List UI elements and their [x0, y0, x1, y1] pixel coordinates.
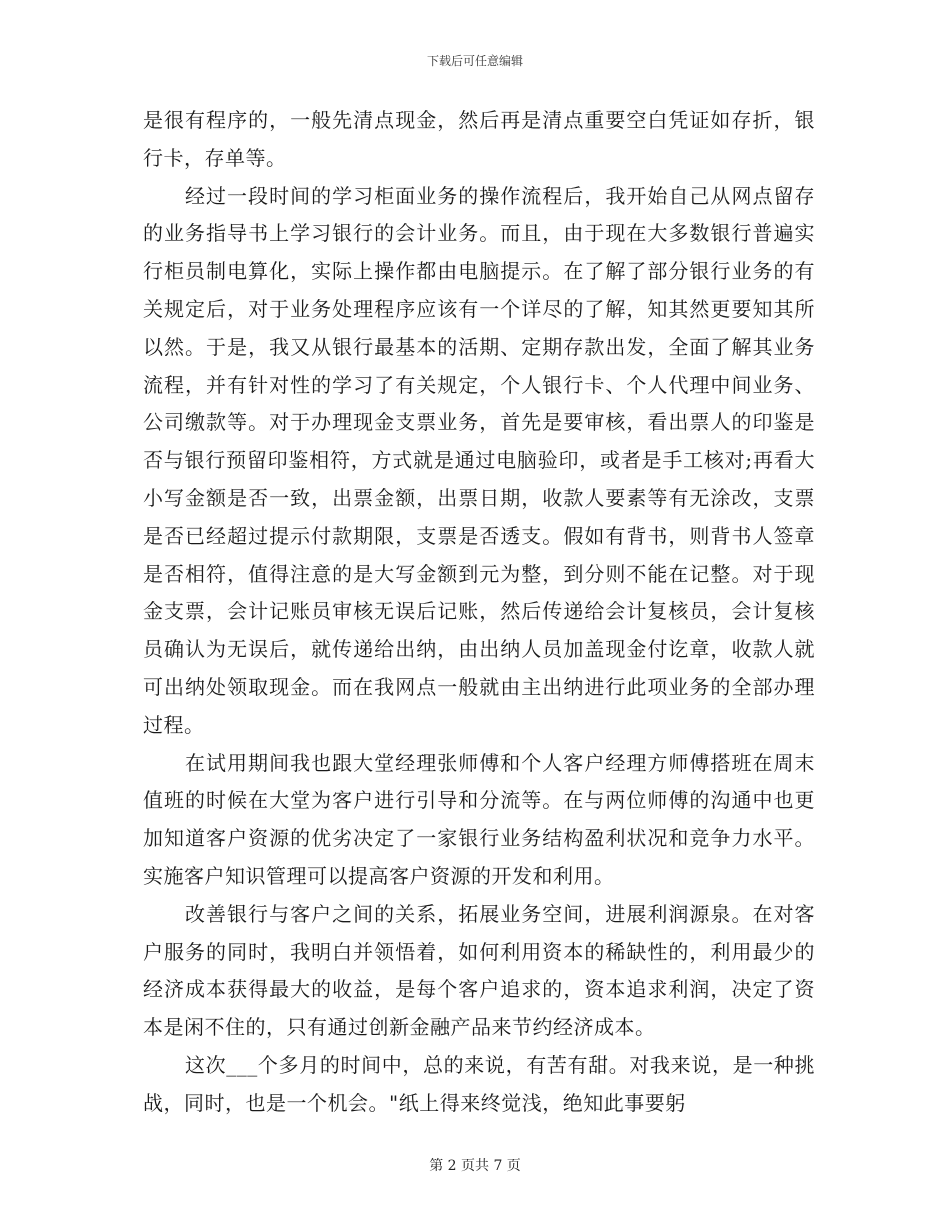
paragraph: 是很有程序的，一般先清点现金，然后再是清点重要空白凭证如存折，银行卡，存单等。 [143, 108, 815, 170]
paragraph: 在试用期间我也跟大堂经理张师傅和个人客户经理方师傅搭班在周末值班的时候在大堂为客户进行引导和分流等。在与两位师傅的沟通中也更加知道客户资源的优劣决定了一家银行业务结构盈利状况和竞争力水平。实施客户知识管理可以提高客户资源的开发和利用。 [143, 750, 815, 888]
page-header: 下载后可任意编辑 [426, 54, 523, 68]
paragraph: 经过一段时间的学习柜面业务的操作流程后，我开始自己从网点留存的业务指导书上学习银行的会计业务。而且，由于现在大多数银行普遍实行柜员制电算化，实际上操作都由电脑提示。在了解了部分银行业务的有关规定后，对于业务处理程序应该有一个详尽的了解，知其然更要知其所以然。于是，我又从银行最基本的活期、定期存款出发，全面了解其业务流程，并有针对性的学习了有关规定，个人银行卡、个人代理中间业务、公司缴款等。对于办理现金支票业务，首先是要审核，看出票人的印鉴是否与银行预留印鉴相符，方式就是通过电脑验印，或者是手工核对;再看大小写金额是否一致，出票金额，出票日期，收款人要素等有无涂改，支票是否已经超过提示付款期限，支票是否透支。假如有背书，则背书人签章是否相符，值得注意的是大写金额到元为整，到分则不能在记整。对于现金支票，会计记账员审核无误后记账，然后传递给会计复核员，会计复核员确认为无误后，就传递给出纳，由出纳人员加盖现金付讫章，收款人就可出纳处领取现金。而在我网点一般就由主出纳进行此项业务的全部办理过程。 [143, 183, 815, 737]
paragraph: 这次___个多月的时间中，总的来说，有苦有甜。对我来说，是一种挑战，同时，也是一个机会。"纸上得来终觉浅，绝知此事要躬 [143, 1052, 815, 1115]
document-body [143, 102, 815, 1123]
paragraph: 改善银行与客户之间的关系，拓展业务空间，进展利润源泉。在对客户服务的同时，我明白并领悟着，如何利用资本的稀缺性的，利用最少的经济成本获得最大的收益，是每个客户追求的，资本追求利润，决定了资本是闲不住的，只有通过创新金融产品来节约经济成本。 [143, 901, 815, 1040]
page-number-footer: 第 2 页共 7 页 [429, 1158, 521, 1174]
